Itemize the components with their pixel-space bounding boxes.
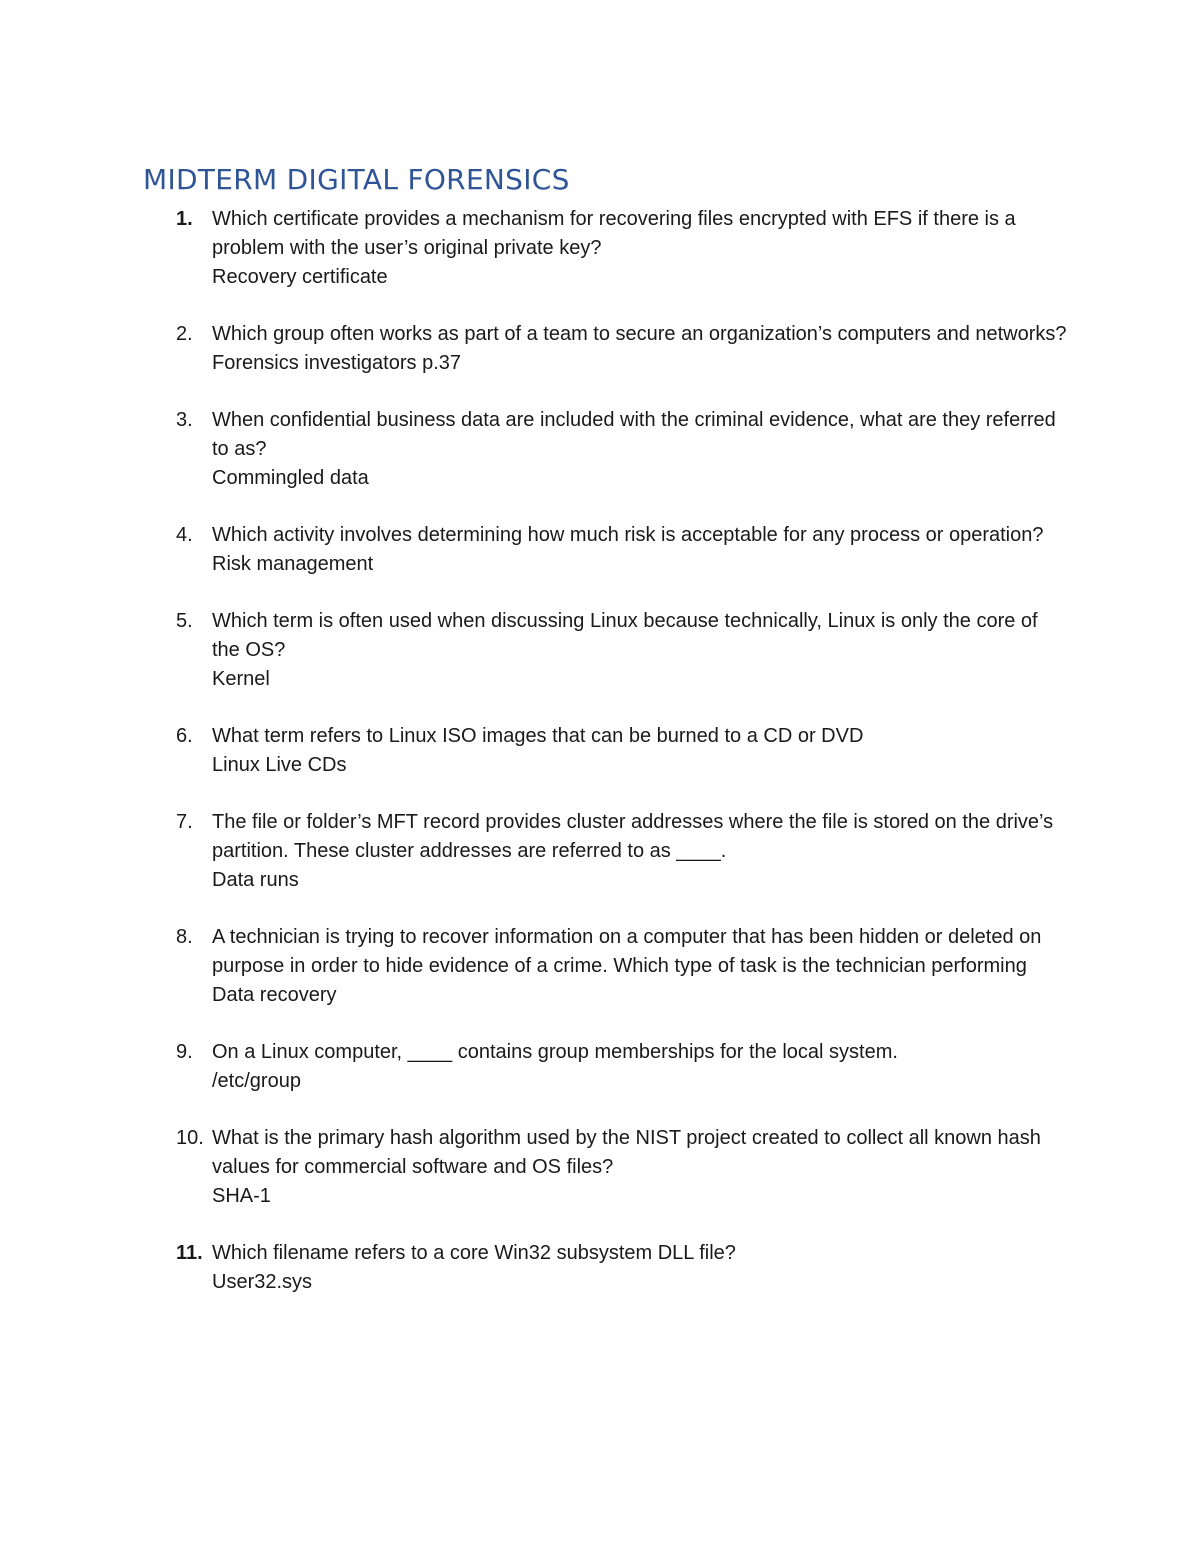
question-number: 1. xyxy=(176,208,193,230)
question-number: 3. xyxy=(176,409,193,431)
question-list xyxy=(0,205,1200,1325)
question-number: 6. xyxy=(176,725,193,747)
question-item-2 xyxy=(0,320,1200,378)
question-item-9 xyxy=(0,1038,1200,1096)
question-text: A technician is trying to recover information on a computer that has been hidden or deleted on purpose in order to hide evidence of a crime. Which type of task is the technician performing xyxy=(212,926,1042,977)
answer-text: SHA-1 xyxy=(212,1185,271,1207)
question-item-3 xyxy=(0,406,1200,493)
answer-text: Recovery certificate xyxy=(212,266,388,288)
question-item-7 xyxy=(0,808,1200,895)
question-text: Which certificate provides a mechanism for recovering files encrypted with EFS if there is a problem with the user’s original private key? xyxy=(212,208,1016,259)
question-text: What is the primary hash algorithm used by the NIST project created to collect all known hash values for commercial software and OS files? xyxy=(212,1127,1041,1178)
question-number: 10. xyxy=(176,1127,204,1149)
question-text: The file or folder’s MFT record provides cluster addresses where the file is stored on the drive’s partition. These cluster addresses are referred to as ____. xyxy=(212,811,1054,862)
question-text: Which filename refers to a core Win32 subsystem DLL file? xyxy=(212,1242,736,1264)
question-text: Which activity involves determining how much risk is acceptable for any process or operation? xyxy=(212,524,1044,546)
question-text: Which group often works as part of a team to secure an organization’s computers and networks? xyxy=(212,323,1067,345)
question-number: 2. xyxy=(176,323,193,345)
question-item-11 xyxy=(0,1239,1200,1297)
question-text: On a Linux computer, ____ contains group memberships for the local system. xyxy=(212,1041,898,1063)
answer-text: Forensics investigators p.37 xyxy=(212,352,462,374)
question-text: Which term is often used when discussing Linux because technically, Linux is only the core of the OS? xyxy=(212,610,1038,661)
question-text: When confidential business data are included with the criminal evidence, what are they referred to as? xyxy=(212,409,1056,460)
question-item-10 xyxy=(0,1124,1200,1211)
answer-text: Kernel xyxy=(212,668,270,690)
question-number: 4. xyxy=(176,524,193,546)
question-text: What term refers to Linux ISO images that can be burned to a CD or DVD xyxy=(212,725,864,747)
answer-text: Linux Live CDs xyxy=(212,754,347,776)
question-number: 5. xyxy=(176,610,193,632)
answer-text: Data recovery xyxy=(212,984,337,1006)
answer-text: Risk management xyxy=(212,553,374,575)
document-title: MIDTERM DIGITAL FORENSICS xyxy=(143,163,570,196)
question-number: 11. xyxy=(176,1242,203,1264)
question-number: 8. xyxy=(176,926,193,948)
answer-text: Data runs xyxy=(212,869,299,891)
question-item-8 xyxy=(0,923,1200,1010)
question-item-1 xyxy=(0,205,1200,292)
question-item-4 xyxy=(0,521,1200,579)
question-item-6 xyxy=(0,722,1200,780)
answer-text: User32.sys xyxy=(212,1271,313,1293)
question-item-5 xyxy=(0,607,1200,694)
question-number: 9. xyxy=(176,1041,193,1063)
question-number: 7. xyxy=(176,811,193,833)
answer-text: Commingled data xyxy=(212,467,369,489)
answer-text: /etc/group xyxy=(212,1070,301,1092)
